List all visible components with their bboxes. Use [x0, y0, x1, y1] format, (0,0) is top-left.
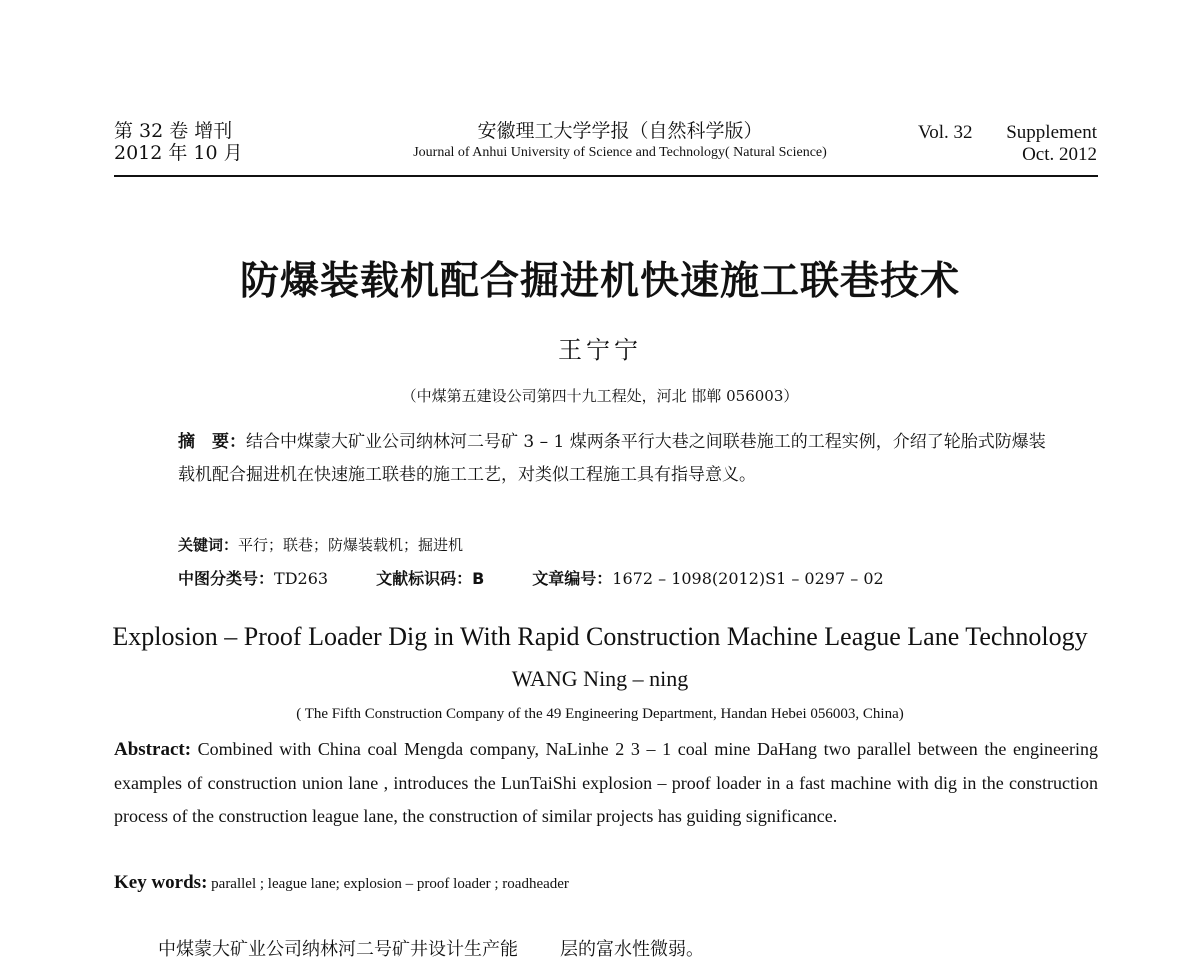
issue-info: [114, 120, 243, 164]
abstract-en-label: Abstract: [114, 739, 185, 760]
keywords-en-label: Key words: [114, 872, 202, 893]
keywords-cn-text: 平行；联巷；防爆装载机；掘进机: [238, 536, 464, 554]
article-no-value: 1672 – 1098(2012)S1 – 0297 – 02: [612, 569, 884, 588]
abstract-en-colon: :: [184, 739, 192, 760]
doc-code-value: B: [472, 569, 485, 588]
clc-label: 中图分类号：: [178, 569, 275, 588]
body-text-start: [158, 935, 704, 961]
issue-date: 2012 年 10 月: [114, 142, 243, 164]
keywords-en-text: parallel ; league lane; explosion – proof loader ; roadheader: [207, 876, 569, 892]
paper-title-cn: 防爆装载机配合掘进机快速施工联巷技术: [239, 258, 960, 304]
body-col1-text: 中煤蒙大矿业公司纳林河二号矿井设计生产能: [158, 939, 518, 960]
abstract-cn-text: 结合中煤蒙大矿业公司纳林河二号矿 3 – 1 煤两条平行大巷之间联巷施工的工程实例，介绍了轮胎式防爆装载机配合掘进机在快速施工联巷的施工工艺，对类似工程施工具有指导意义。: [178, 432, 1046, 485]
classification-line: [178, 566, 884, 589]
header-rule: [114, 175, 1098, 177]
abstract-en-text: Combined with China coal Mengda company, NaLinhe 2 3 – 1 coal mine DaHang two parallel between the engineering examples of construction union lane , introduces the LunTaiShi explosion – proof loader in a fast machine with dig in the construction process of the construction league lane, the construction of similar projects has guiding significance.: [114, 739, 1098, 826]
article-no-label: 文章编号：: [532, 569, 613, 588]
affiliation-cn: （中煤第五建设公司第四十九工程处，河北 邯郸 056003）: [401, 387, 799, 405]
keywords-cn-label: 关键词：: [178, 536, 239, 554]
journal-name-en: Journal of Anhui University of Science and Technology( Natural Science): [413, 145, 827, 160]
keywords-cn: [178, 534, 463, 555]
author-en: WANG Ning – ning: [511, 666, 689, 691]
issue-volume: 第 32 卷 增刊: [114, 120, 233, 142]
doc-code-label: 文献标识码：: [376, 569, 473, 588]
paper-title-en: Explosion – Proof Loader Dig in With Rapid Construction Machine League Lane Technology: [112, 622, 1088, 651]
journal-name: [340, 120, 900, 164]
supplement-date: Oct. 2012: [1022, 144, 1097, 165]
abstract-cn: [178, 426, 1048, 492]
keywords-en-colon: :: [201, 872, 208, 893]
supplement-label: Supplement: [1006, 122, 1097, 143]
journal-name-cn: 安徽理工大学学报（自然科学版）: [477, 120, 763, 142]
volume-label: Vol. 32: [918, 122, 973, 143]
keywords-en: [114, 872, 569, 894]
clc-value: TD263: [274, 569, 329, 588]
abstract-en: [114, 733, 1098, 834]
body-col2-text: 层的富水性微弱。: [560, 939, 704, 960]
supplement-info: [998, 122, 1097, 166]
abstract-cn-label: 摘 要：: [178, 432, 246, 452]
author-cn: 王宁宁: [558, 336, 642, 364]
affiliation-en: ( The Fifth Construction Company of the 49 Engineering Department, Handan Hebei 056003, China): [296, 706, 904, 722]
